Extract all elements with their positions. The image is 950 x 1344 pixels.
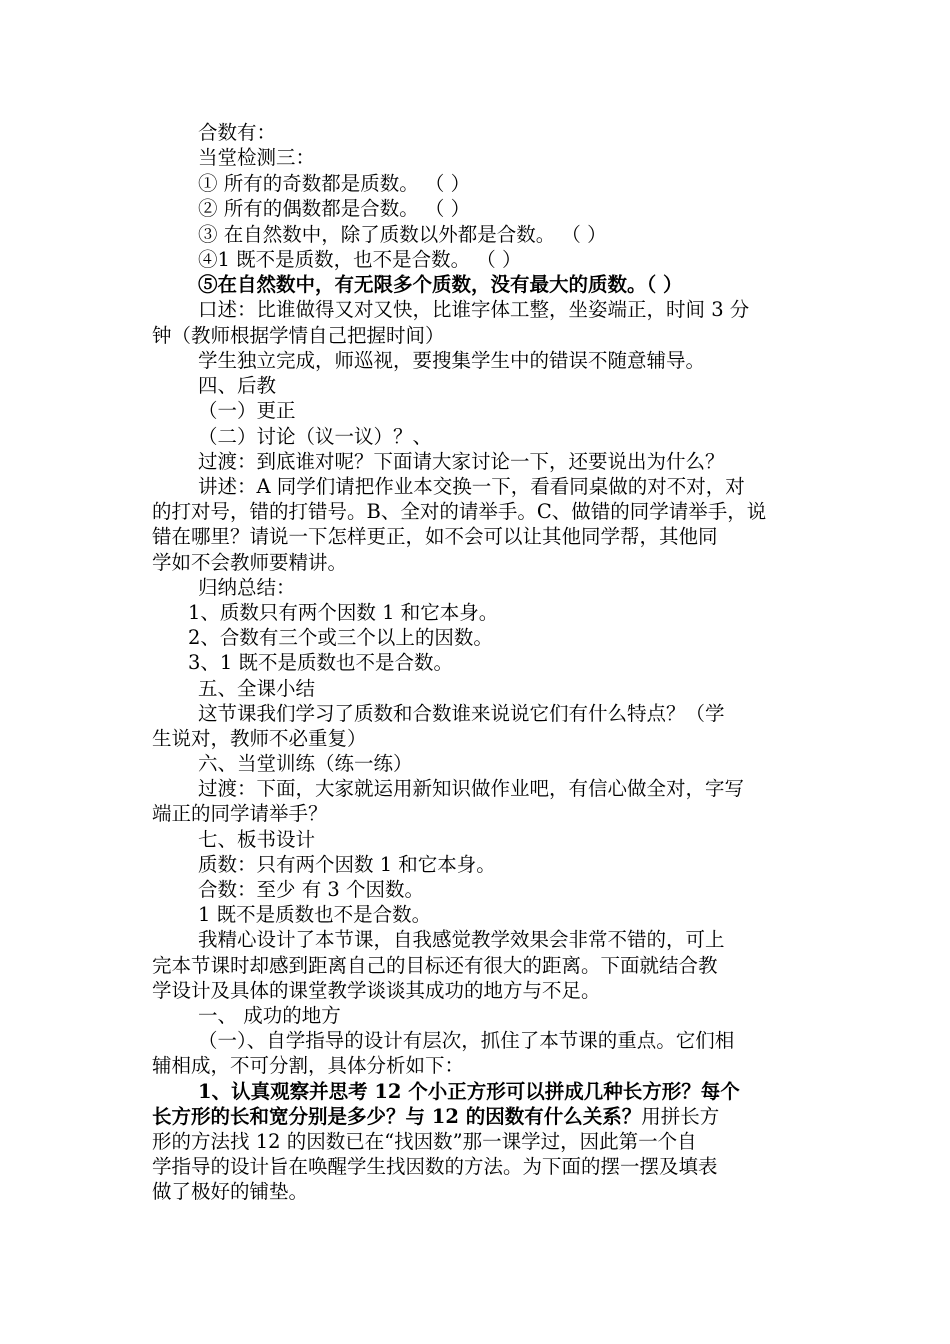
section-heading: 五、全课小结 bbox=[198, 677, 316, 700]
text-span: 用拼长方 bbox=[641, 1105, 720, 1128]
bold-text: 长方形的长和宽分别是多少？与 12 的因数有什么关系？ bbox=[152, 1105, 642, 1128]
text-line: 质数：只有两个因数 1 和它本身。 bbox=[198, 853, 496, 876]
text-line: 口述：比谁做得又对又快，比谁字体工整，坐姿端正，时间 3 分 bbox=[198, 298, 750, 321]
text-line: 合数有： bbox=[198, 121, 277, 144]
text-line: 归纳总结： bbox=[198, 576, 296, 599]
section-heading: 四、后教 bbox=[198, 374, 277, 397]
text-line: 当堂检测三： bbox=[198, 146, 316, 169]
text-line: 辅相成，不可分割，具体分析如下： bbox=[152, 1054, 465, 1077]
text-line: 3、1 既不是质数也不是合数。 bbox=[188, 651, 454, 674]
text-line: 讲述：A 同学们请把作业本交换一下，看看同桌做的对不对，对 bbox=[198, 475, 745, 498]
text-line: 钟（教师根据学情自己把握时间） bbox=[152, 324, 445, 347]
section-heading: 一、 成功的地方 bbox=[198, 1004, 341, 1027]
text-line: 学指导的设计旨在唤醒学生找因数的方法。为下面的摆一摆及填表 bbox=[152, 1155, 718, 1178]
section-heading: 七、板书设计 bbox=[198, 828, 316, 851]
text-line: 学设计及具体的课堂教学谈谈其成功的地方与不足。 bbox=[152, 979, 601, 1002]
text-line: 完本节课时却感到距离自己的目标还有很大的距离。下面就结合教 bbox=[152, 954, 718, 977]
text-line: ② 所有的偶数都是合数。 （ ） bbox=[198, 197, 471, 220]
text-line: 这节课我们学习了质数和合数谁来说说它们有什么特点？（学 bbox=[198, 702, 725, 725]
text-line: 过渡：下面，大家就运用新知识做作业吧，有信心做全对，字写 bbox=[198, 777, 745, 800]
text-line: 做了极好的铺垫。 bbox=[152, 1180, 309, 1203]
text-line: 2、合数有三个或三个以上的因数。 bbox=[188, 626, 493, 649]
text-line: ⑤在自然数中，有无限多个质数，没有最大的质数。（ ） bbox=[198, 273, 683, 296]
text-line: 1 既不是质数也不是合数。 bbox=[198, 903, 432, 926]
text-line: ① 所有的奇数都是质数。 （ ） bbox=[198, 172, 471, 195]
text-line: （一）、自学指导的设计有层次，抓住了本节课的重点。它们相 bbox=[198, 1029, 735, 1052]
text-line: 1、认真观察并思考 12 个小正方形可以拼成几种长方形？每个 bbox=[198, 1080, 740, 1103]
text-line: 合数：至少 有 3 个因数。 bbox=[198, 878, 425, 901]
text-line: 的打对号，错的打错号。B、全对的请举手。C、做错的同学请举手，说 bbox=[152, 500, 767, 523]
text-line: ④1 既不是质数，也不是合数。 （ ） bbox=[198, 248, 522, 271]
section-heading: 六、当堂训练（练一练） bbox=[198, 752, 413, 775]
text-line: 我精心设计了本节课，自我感觉教学效果会非常不错的，可上 bbox=[198, 928, 725, 951]
text-line: （一）更正 bbox=[198, 399, 296, 422]
text-line: 生说对，教师不必重复） bbox=[152, 727, 367, 750]
text-line: 端正的同学请举手？ bbox=[152, 802, 328, 825]
text-line: （二）讨论（议一议）？、 bbox=[198, 425, 433, 448]
text-line: 1、质数只有两个因数 1 和它本身。 bbox=[188, 601, 499, 624]
text-line: 错在哪里？请说一下怎样更正，如不会可以让其他同学帮，其他同 bbox=[152, 525, 718, 548]
text-line bbox=[152, 1105, 719, 1130]
text-line: 形的方法找 12 的因数已在“找因数”那一课学过，因此第一个自 bbox=[152, 1130, 697, 1153]
text-line: 学生独立完成，师巡视，要搜集学生中的错误不随意辅导。 bbox=[198, 349, 706, 372]
text-line: 学如不会教师要精讲。 bbox=[152, 551, 348, 574]
text-line: 过渡：到底谁对呢？下面请大家讨论一下，还要说出为什么？ bbox=[198, 450, 725, 473]
text-line: ③ 在自然数中，除了质数以外都是合数。 （ ） bbox=[198, 223, 607, 246]
